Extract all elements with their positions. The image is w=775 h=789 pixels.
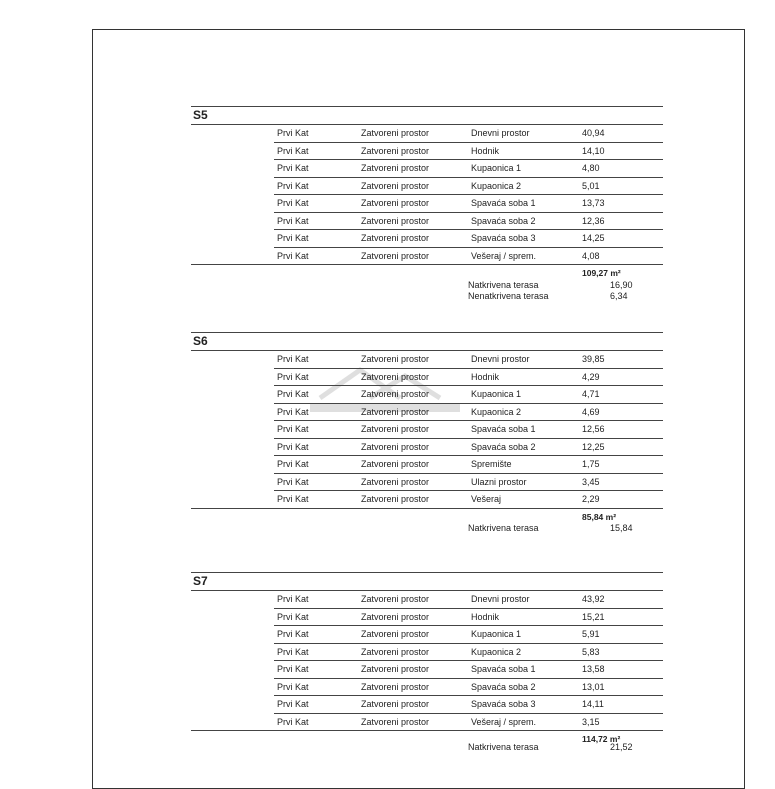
floor-cell: Prvi Kat (277, 646, 309, 657)
extra-label: Natkrivena terasa (468, 523, 539, 533)
extra-label: Natkrivena terasa (468, 280, 539, 290)
floor-cell: Prvi Kat (277, 180, 309, 191)
type-cell: Zatvoreni prostor (361, 716, 430, 727)
floor-cell: Prvi Kat (277, 681, 309, 692)
floor-cell: Prvi Kat (277, 494, 309, 504)
table-row (274, 386, 663, 404)
table-row (274, 696, 663, 714)
area-cell: 3,15 (582, 716, 600, 727)
area-cell: 5,91 (582, 629, 600, 639)
area-cell: 4,08 (582, 250, 600, 261)
room-cell: Kupaonica 2 (471, 406, 522, 417)
section-title: S7 (193, 574, 208, 588)
type-cell: Zatvoreni prostor (361, 371, 430, 382)
total-row (191, 264, 663, 280)
floor-cell: Prvi Kat (277, 611, 309, 622)
floor-cell: Prvi Kat (277, 145, 309, 156)
room-cell: Kupaonica 1 (471, 629, 522, 639)
floor-cell: Prvi Kat (277, 629, 309, 639)
section-s5 (191, 106, 663, 280)
floor-cell: Prvi Kat (277, 128, 309, 138)
room-cell: Spavaća soba 1 (471, 424, 536, 434)
room-cell: Spavaća soba 2 (471, 441, 536, 452)
type-cell: Zatvoreni prostor (361, 611, 430, 622)
type-cell: Zatvoreni prostor (361, 354, 430, 364)
area-cell: 15,21 (582, 611, 605, 622)
extra-value: 15,84 (610, 523, 633, 533)
table-row (274, 404, 663, 422)
area-cell: 14,11 (582, 699, 604, 709)
table-row (274, 626, 663, 644)
section-header (191, 106, 663, 125)
table-row (274, 439, 663, 457)
area-cell: 5,83 (582, 646, 600, 657)
room-cell: Kupaonica 2 (471, 646, 522, 657)
floor-cell: Prvi Kat (277, 664, 309, 674)
floor-cell: Prvi Kat (277, 389, 309, 399)
table-row (274, 213, 663, 231)
floor-cell: Prvi Kat (277, 250, 309, 261)
room-cell: Spavaća soba 3 (471, 699, 536, 709)
section-title: S6 (193, 334, 208, 348)
type-cell: Zatvoreni prostor (361, 145, 430, 156)
room-cell: Kupaonica 1 (471, 163, 522, 173)
room-cell: Vešeraj / sprem. (471, 250, 537, 261)
area-cell: 13,73 (582, 198, 605, 208)
type-cell: Zatvoreni prostor (361, 215, 430, 226)
section-header (191, 572, 663, 591)
type-cell: Zatvoreni prostor (361, 389, 430, 399)
table-row (274, 714, 663, 731)
table-row (274, 230, 663, 248)
table-row (274, 644, 663, 662)
floor-cell: Prvi Kat (277, 215, 309, 226)
area-cell: 40,94 (582, 128, 605, 138)
type-cell: Zatvoreni prostor (361, 424, 430, 434)
table-row (274, 195, 663, 213)
floor-cell: Prvi Kat (277, 459, 309, 469)
room-cell: Spavaća soba 2 (471, 215, 536, 226)
floor-cell: Prvi Kat (277, 594, 309, 604)
extra-label: Natkrivena terasa (468, 742, 539, 752)
section-s7 (191, 572, 663, 746)
area-cell: 4,80 (582, 163, 600, 173)
area-cell: 43,92 (582, 594, 605, 604)
type-cell: Zatvoreni prostor (361, 441, 430, 452)
table-row (274, 248, 663, 265)
area-cell: 12,56 (582, 424, 605, 434)
room-cell: Hodnik (471, 371, 500, 382)
room-cell: Spavaća soba 1 (471, 198, 536, 208)
area-cell: 12,36 (582, 215, 605, 226)
total-area: 85,84 m² (582, 511, 617, 522)
table-row (274, 421, 663, 439)
room-cell: Ulazni prostor (471, 476, 527, 487)
table-row (274, 178, 663, 196)
room-cell: Kupaonica 2 (471, 180, 522, 191)
table-row (274, 160, 663, 178)
type-cell: Zatvoreni prostor (361, 406, 430, 417)
area-cell: 4,69 (582, 406, 600, 417)
table-row (274, 661, 663, 679)
floor-cell: Prvi Kat (277, 198, 309, 208)
table-row (274, 609, 663, 627)
type-cell: Zatvoreni prostor (361, 646, 430, 657)
room-cell: Dnevni prostor (471, 354, 530, 364)
area-cell: 3,45 (582, 476, 600, 487)
floor-cell: Prvi Kat (277, 476, 309, 487)
room-cell: Spremište (471, 459, 512, 469)
extra-value: 16,90 (610, 280, 633, 290)
area-cell: 13,01 (582, 681, 605, 692)
type-cell: Zatvoreni prostor (361, 459, 430, 469)
floor-cell: Prvi Kat (277, 424, 309, 434)
room-cell: Spavaća soba 3 (471, 233, 536, 243)
table-row (274, 679, 663, 697)
floor-cell: Prvi Kat (277, 441, 309, 452)
area-cell: 14,10 (582, 145, 605, 156)
room-cell: Dnevni prostor (471, 128, 530, 138)
room-cell: Vešeraj (471, 494, 502, 504)
total-area: 109,27 m² (582, 268, 621, 278)
section-header (191, 332, 663, 351)
room-cell: Kupaonica 1 (471, 389, 522, 399)
extra-label: Nenatkrivena terasa (468, 291, 549, 301)
area-cell: 4,29 (582, 371, 600, 382)
room-cell: Spavaća soba 1 (471, 664, 536, 674)
table-row (274, 456, 663, 474)
room-cell: Vešeraj / sprem. (471, 716, 537, 727)
type-cell: Zatvoreni prostor (361, 250, 430, 261)
section-s6 (191, 332, 663, 524)
room-cell: Spavaća soba 2 (471, 681, 536, 692)
extra-value: 6,34 (610, 291, 628, 301)
type-cell: Zatvoreni prostor (361, 594, 430, 604)
type-cell: Zatvoreni prostor (361, 699, 430, 709)
table-row (274, 474, 663, 492)
area-cell: 13,58 (582, 664, 605, 674)
floor-cell: Prvi Kat (277, 716, 309, 727)
type-cell: Zatvoreni prostor (361, 681, 430, 692)
room-cell: Hodnik (471, 145, 500, 156)
table-row (274, 491, 663, 508)
section-title: S5 (193, 108, 208, 122)
type-cell: Zatvoreni prostor (361, 233, 430, 243)
type-cell: Zatvoreni prostor (361, 163, 430, 173)
type-cell: Zatvoreni prostor (361, 629, 430, 639)
type-cell: Zatvoreni prostor (361, 476, 430, 487)
total-row (191, 730, 663, 746)
floor-cell: Prvi Kat (277, 371, 309, 382)
area-cell: 1,75 (582, 459, 600, 469)
type-cell: Zatvoreni prostor (361, 180, 430, 191)
floor-cell: Prvi Kat (277, 354, 309, 364)
table-row (274, 591, 663, 609)
table-row (274, 143, 663, 161)
area-cell: 39,85 (582, 354, 605, 364)
floor-cell: Prvi Kat (277, 699, 309, 709)
room-cell: Hodnik (471, 611, 500, 622)
total-row (191, 508, 663, 524)
extra-value: 21,52 (610, 742, 633, 752)
type-cell: Zatvoreni prostor (361, 198, 430, 208)
table-row (274, 351, 663, 369)
type-cell: Zatvoreni prostor (361, 494, 430, 504)
area-cell: 12,25 (582, 441, 605, 452)
floor-cell: Prvi Kat (277, 233, 309, 243)
type-cell: Zatvoreni prostor (361, 128, 430, 138)
area-cell: 14,25 (582, 233, 605, 243)
total-area: 114,72 m² (582, 734, 621, 744)
table-row (274, 125, 663, 143)
area-cell: 2,29 (582, 494, 600, 504)
table-row (274, 369, 663, 387)
area-cell: 5,01 (582, 180, 600, 191)
type-cell: Zatvoreni prostor (361, 664, 430, 674)
floor-cell: Prvi Kat (277, 163, 309, 173)
area-cell: 4,71 (582, 389, 600, 399)
room-cell: Dnevni prostor (471, 594, 530, 604)
floor-cell: Prvi Kat (277, 406, 309, 417)
